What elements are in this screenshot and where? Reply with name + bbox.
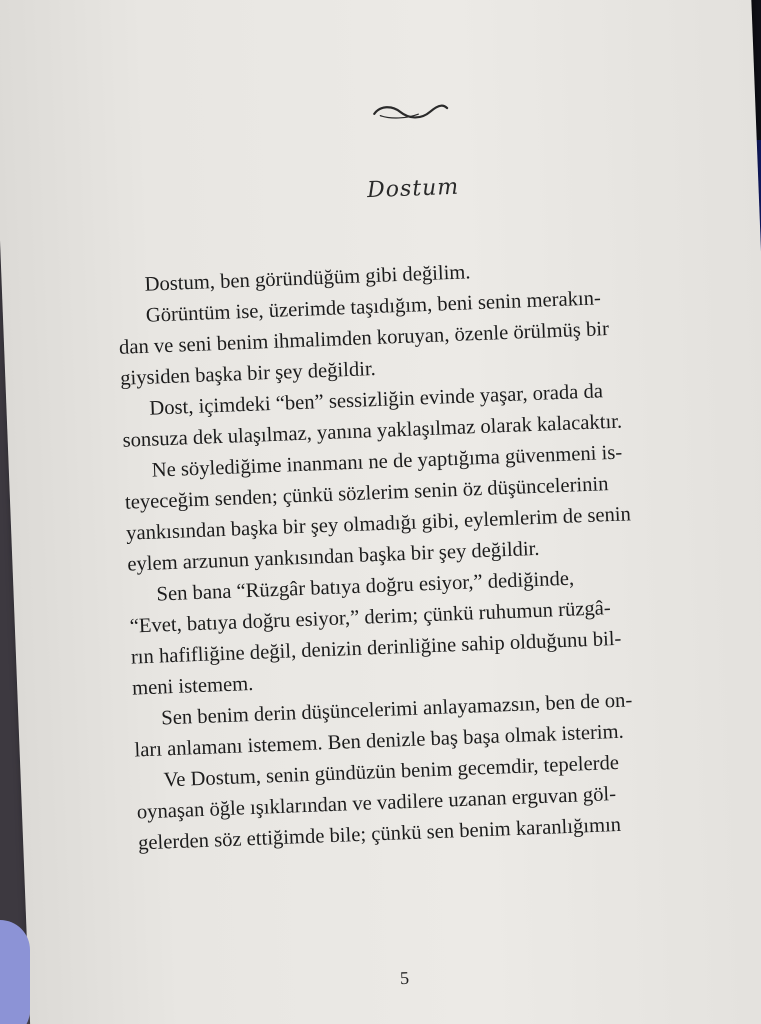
text-line: eylem arzunun yankısından başka bir şey değildir. <box>126 537 540 576</box>
swash-ornament-icon <box>370 99 451 126</box>
text-line: meni istemem. <box>131 672 254 700</box>
finger-tip <box>0 920 30 1024</box>
chapter-title: Dostum <box>366 174 460 204</box>
page-number: 5 <box>399 967 410 989</box>
text-line: Dost, içimdeki “ben” sessizliğin evinde yaşar, orada da <box>148 380 604 420</box>
text-line: oynaşan öğle ışıklarından ve vadilere uzanan erguvan göl- <box>136 783 617 824</box>
text-line: rın hafifliğine değil, denizin derinliğine sahip olduğunu bil- <box>130 627 622 669</box>
text-line: Dostum, ben göründüğüm gibi değilim. <box>144 261 471 296</box>
body-text <box>116 248 738 860</box>
text-line: Sen benim derin düşüncelerimi anlayamazsın, ben de on- <box>160 689 633 730</box>
text-line: Ve Dostum, senin gündüzün benim gecemdir, tepelerde <box>163 751 620 792</box>
text-line: yankısından başka bir şey olmadığı gibi, eylemlerim de senin <box>125 503 632 545</box>
text-line: giysiden başka bir şey değildir. <box>119 357 377 390</box>
text-line: Ne söylediğime inanmanı ne de yaptığıma güvenmeni is- <box>151 441 623 482</box>
text-line: dan ve seni benim ihmalimden koruyan, özenle örülmüş bir <box>118 318 610 359</box>
text-line: gelerden söz ettiğimde bile; çünkü sen benim karanlığımın <box>137 813 622 855</box>
text-line: “Evet, batıya doğru esiyor,” derim; çünkü ruhumun rüzgâ- <box>129 597 612 638</box>
text-line: sonsuza dek ulaşılmaz, yanına yaklaşılmaz olarak kalacaktır. <box>122 410 623 452</box>
text-line: teyeceğim senden; çünkü sözlerim senin öz düşüncelerinin <box>124 473 609 514</box>
page-content <box>110 89 738 859</box>
text-line: Görüntüm ise, üzerimde taşıdığım, beni senin merakın- <box>145 287 602 327</box>
text-line: ları anlamanı istemem. Ben denizle baş başa olmak isterim. <box>134 720 625 762</box>
text-line: Sen bana “Rüzgâr batıya doğru esiyor,” dediğinde, <box>156 567 575 606</box>
